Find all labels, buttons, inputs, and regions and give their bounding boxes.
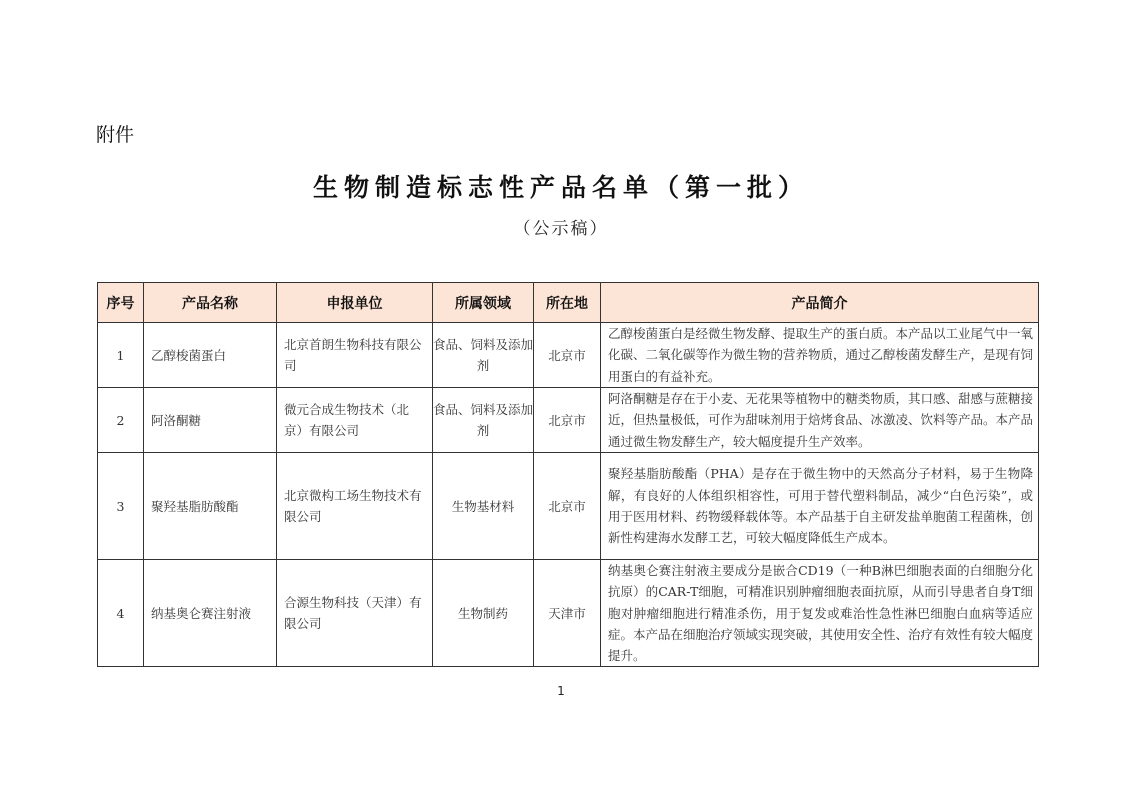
cell-location: 天津市 [534,560,601,667]
table-header-row [98,283,1039,323]
cell-field: 生物基材料 [433,453,534,560]
column-header-no: 序号 [98,283,144,323]
cell-description: 阿洛酮糖是存在于小麦、无花果等植物中的糖类物质，其口感、甜感与蔗糖接近，但热量极低，可作为甜味剂用于焙烤食品、冰激凌、饮料等产品。本产品通过微生物发酵生产，较大幅度提升生产效率。 [601,388,1039,453]
product-list-table [97,282,1039,667]
cell-product: 阿洛酮糖 [144,388,277,453]
cell-description: 聚羟基脂肪酸酯（PHA）是存在于微生物中的天然高分子材料，易于生物降解，有良好的人体组织相容性，可用于替代塑料制品，减少“白色污染”，或用于医用材料、药物缓释载体等。本产品基于自主研发盐单胞菌工程菌株，创新性构建海水发酵工艺，可较大幅度降低生产成本。 [601,453,1039,560]
cell-product: 乙醇梭菌蛋白 [144,323,277,388]
column-header-field: 所属领域 [433,283,534,323]
attachment-label: 附件 [96,124,135,146]
table-row [98,453,1039,560]
cell-no: 4 [98,560,144,667]
cell-field: 生物制药 [433,560,534,667]
column-header-unit: 申报单位 [277,283,433,323]
column-header-location: 所在地 [534,283,601,323]
cell-unit: 合源生物科技（天津）有限公司 [277,560,433,667]
column-header-description: 产品简介 [601,283,1039,323]
column-header-product: 产品名称 [144,283,277,323]
cell-no: 3 [98,453,144,560]
cell-unit: 北京首朗生物科技有限公司 [277,323,433,388]
cell-product: 聚羟基脂肪酸酯 [144,453,277,560]
cell-location: 北京市 [534,323,601,388]
cell-unit: 微元合成生物技术（北京）有限公司 [277,388,433,453]
cell-location: 北京市 [534,453,601,560]
cell-description: 乙醇梭菌蛋白是经微生物发酵、提取生产的蛋白质。本产品以工业尾气中一氧化碳、二氧化碳等作为微生物的营养物质，通过乙醇梭菌发酵生产，是现有饲用蛋白的有益补充。 [601,323,1039,388]
cell-field: 食品、饲料及添加剂 [433,388,534,453]
cell-product: 纳基奥仑赛注射液 [144,560,277,667]
page-number: 1 [557,684,565,698]
cell-no: 1 [98,323,144,388]
document-subtitle: （公示稿） [513,219,609,239]
table-row [98,388,1039,453]
document-title: 生物制造标志性产品名单（第一批） [312,173,809,202]
cell-description: 纳基奥仑赛注射液主要成分是嵌合CD19（一种B淋巴细胞表面的白细胞分化抗原）的CAR-T细胞，可精准识别肿瘤细胞表面抗原，从而引导患者自身T细胞对肿瘤细胞进行精准杀伤，用于复发或难治性急性淋巴细胞白血病等适应症。本产品在细胞治疗领域实现突破，其使用安全性、治疗有效性有较大幅度提升。 [601,560,1039,667]
table-row [98,560,1039,667]
table-row [98,323,1039,388]
cell-no: 2 [98,388,144,453]
cell-location: 北京市 [534,388,601,453]
cell-unit: 北京微构工场生物技术有限公司 [277,453,433,560]
cell-field: 食品、饲料及添加剂 [433,323,534,388]
